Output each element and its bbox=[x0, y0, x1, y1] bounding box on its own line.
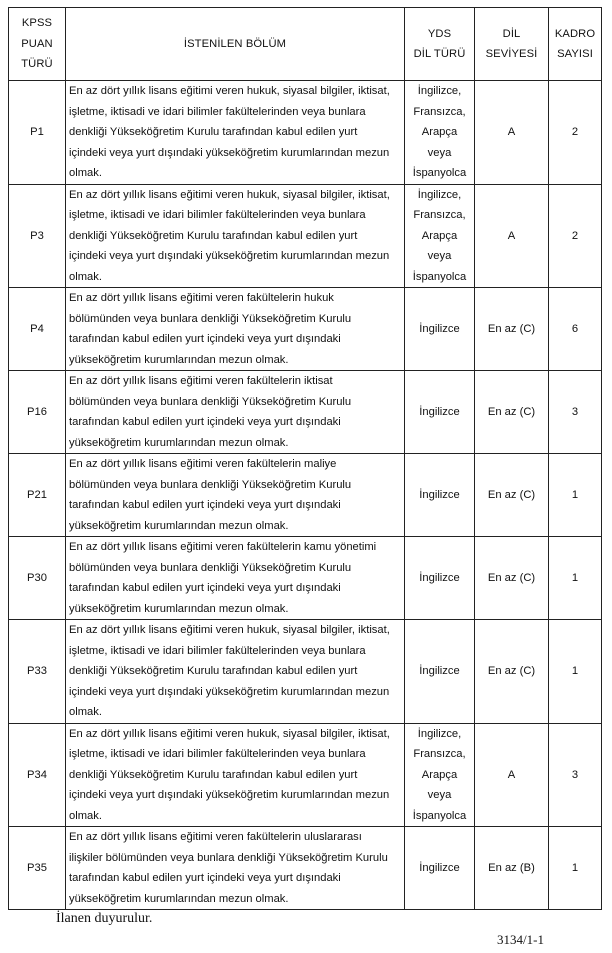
header-yds-dil-turu: YDS DİL TÜRÜ bbox=[405, 8, 475, 81]
header-istenilen-bolum: İSTENİLEN BÖLÜM bbox=[66, 8, 405, 81]
table-row bbox=[9, 723, 602, 827]
puan-turu-cell: P1 bbox=[9, 81, 66, 185]
table-row bbox=[9, 184, 602, 288]
dil-seviyesi-cell: A bbox=[475, 184, 549, 288]
table-row bbox=[9, 537, 602, 620]
table-row bbox=[9, 288, 602, 371]
table-row bbox=[9, 371, 602, 454]
header-kpss-puan-turu: KPSS PUAN TÜRÜ bbox=[9, 8, 66, 81]
header-kadro-sayisi: KADRO SAYISI bbox=[549, 8, 602, 81]
kadro-sayisi-cell: 2 bbox=[549, 81, 602, 185]
table-body bbox=[9, 81, 602, 910]
bolum-cell: En az dört yıllık lisans eğitimi veren fakültelerin uluslararası ilişkiler bölümünden veya bunlara denkliği Yükseköğretim Kurulu tarafından kabul edilen yurt içindeki veya yurt dışındaki yükseköğretim kurumlarından mezun olmak. bbox=[66, 827, 405, 910]
reference-number: 3134/1-1 bbox=[497, 932, 544, 947]
dil-seviyesi-cell: A bbox=[475, 723, 549, 827]
bolum-cell: En az dört yıllık lisans eğitimi veren hukuk, siyasal bilgiler, iktisat, işletme, iktisadi ve idari bilimler fakültelerinden veya bunlara denkliği Yükseköğretim Kurulu tarafından kabul edilen yurt içindeki veya yurt dışındaki yükseköğretim kurumlarından mezun olmak. bbox=[66, 620, 405, 724]
header-dil-seviyesi: DİL SEVİYESİ bbox=[475, 8, 549, 81]
dil-seviyesi-cell: En az (C) bbox=[475, 371, 549, 454]
bolum-cell: En az dört yıllık lisans eğitimi veren fakültelerin hukuk bölümünden veya bunlara denkliği Yükseköğretim Kurulu tarafından kabul edilen yurt içindeki veya yurt dışındaki yükseköğretim kurumlarından mezun olmak. bbox=[66, 288, 405, 371]
puan-turu-cell: P4 bbox=[9, 288, 66, 371]
bolum-cell: En az dört yıllık lisans eğitimi veren fakültelerin maliye bölümünden veya bunlara denkliği Yükseköğretim Kurulu tarafından kabul edilen yurt içindeki veya yurt dışındaki yükseköğretim kurumlarından mezun olmak. bbox=[66, 454, 405, 537]
bolum-cell: En az dört yıllık lisans eğitimi veren hukuk, siyasal bilgiler, iktisat, işletme, iktisadi ve idari bilimler fakültelerinden veya bunlara denkliği Yükseköğretim Kurulu tarafından kabul edilen yurt içindeki veya yurt dışındaki yükseköğretim kurumlarından mezun olmak. bbox=[66, 81, 405, 185]
kadro-sayisi-cell: 1 bbox=[549, 620, 602, 724]
dil-seviyesi-cell: A bbox=[475, 81, 549, 185]
dil-seviyesi-cell: En az (C) bbox=[475, 288, 549, 371]
dil-turu-cell: İngilizce bbox=[405, 537, 475, 620]
dil-seviyesi-cell: En az (C) bbox=[475, 620, 549, 724]
puan-turu-cell: P21 bbox=[9, 454, 66, 537]
bolum-cell: En az dört yıllık lisans eğitimi veren fakültelerin iktisat bölümünden veya bunlara denkliği Yükseköğretim Kurulu tarafından kabul edilen yurt içindeki veya yurt dışındaki yükseköğretim kurumlarından mezun olmak. bbox=[66, 371, 405, 454]
kadro-sayisi-cell: 1 bbox=[549, 827, 602, 910]
table-row bbox=[9, 81, 602, 185]
announcement-text: İlanen duyurulur. bbox=[56, 911, 153, 926]
puan-turu-cell: P30 bbox=[9, 537, 66, 620]
dil-turu-cell: İngilizce, Fransızca, Arapça veya İspanyolca bbox=[405, 184, 475, 288]
kadro-sayisi-cell: 2 bbox=[549, 184, 602, 288]
table-row bbox=[9, 620, 602, 724]
kadro-table bbox=[8, 7, 602, 910]
puan-turu-cell: P33 bbox=[9, 620, 66, 724]
dil-seviyesi-cell: En az (B) bbox=[475, 827, 549, 910]
dil-turu-cell: İngilizce bbox=[405, 371, 475, 454]
table-row bbox=[9, 827, 602, 910]
puan-turu-cell: P34 bbox=[9, 723, 66, 827]
dil-turu-cell: İngilizce bbox=[405, 288, 475, 371]
kadro-sayisi-cell: 6 bbox=[549, 288, 602, 371]
bolum-cell: En az dört yıllık lisans eğitimi veren fakültelerin kamu yönetimi bölümünden veya bunlara denkliği Yükseköğretim Kurulu tarafından kabul edilen yurt içindeki veya yurt dışındaki yükseköğretim kurumlarından mezun olmak. bbox=[66, 537, 405, 620]
kadro-sayisi-cell: 1 bbox=[549, 454, 602, 537]
dil-turu-cell: İngilizce bbox=[405, 827, 475, 910]
puan-turu-cell: P16 bbox=[9, 371, 66, 454]
kadro-sayisi-cell: 3 bbox=[549, 371, 602, 454]
table-header-row bbox=[9, 8, 602, 81]
dil-seviyesi-cell: En az (C) bbox=[475, 454, 549, 537]
table-row bbox=[9, 454, 602, 537]
kadro-sayisi-cell: 1 bbox=[549, 537, 602, 620]
dil-seviyesi-cell: En az (C) bbox=[475, 537, 549, 620]
kadro-sayisi-cell: 3 bbox=[549, 723, 602, 827]
dil-turu-cell: İngilizce bbox=[405, 454, 475, 537]
bolum-cell: En az dört yıllık lisans eğitimi veren hukuk, siyasal bilgiler, iktisat, işletme, iktisadi ve idari bilimler fakültelerinden veya bunlara denkliği Yükseköğretim Kurulu tarafından kabul edilen yurt içindeki veya yurt dışındaki yükseköğretim kurumlarından mezun olmak. bbox=[66, 723, 405, 827]
bolum-cell: En az dört yıllık lisans eğitimi veren hukuk, siyasal bilgiler, iktisat, işletme, iktisadi ve idari bilimler fakültelerinden veya bunlara denkliği Yükseköğretim Kurulu tarafından kabul edilen yurt içindeki veya yurt dışındaki yükseköğretim kurumlarından mezun olmak. bbox=[66, 184, 405, 288]
dil-turu-cell: İngilizce, Fransızca, Arapça veya İspanyolca bbox=[405, 81, 475, 185]
dil-turu-cell: İngilizce, Fransızca, Arapça veya İspanyolca bbox=[405, 723, 475, 827]
puan-turu-cell: P35 bbox=[9, 827, 66, 910]
dil-turu-cell: İngilizce bbox=[405, 620, 475, 724]
puan-turu-cell: P3 bbox=[9, 184, 66, 288]
